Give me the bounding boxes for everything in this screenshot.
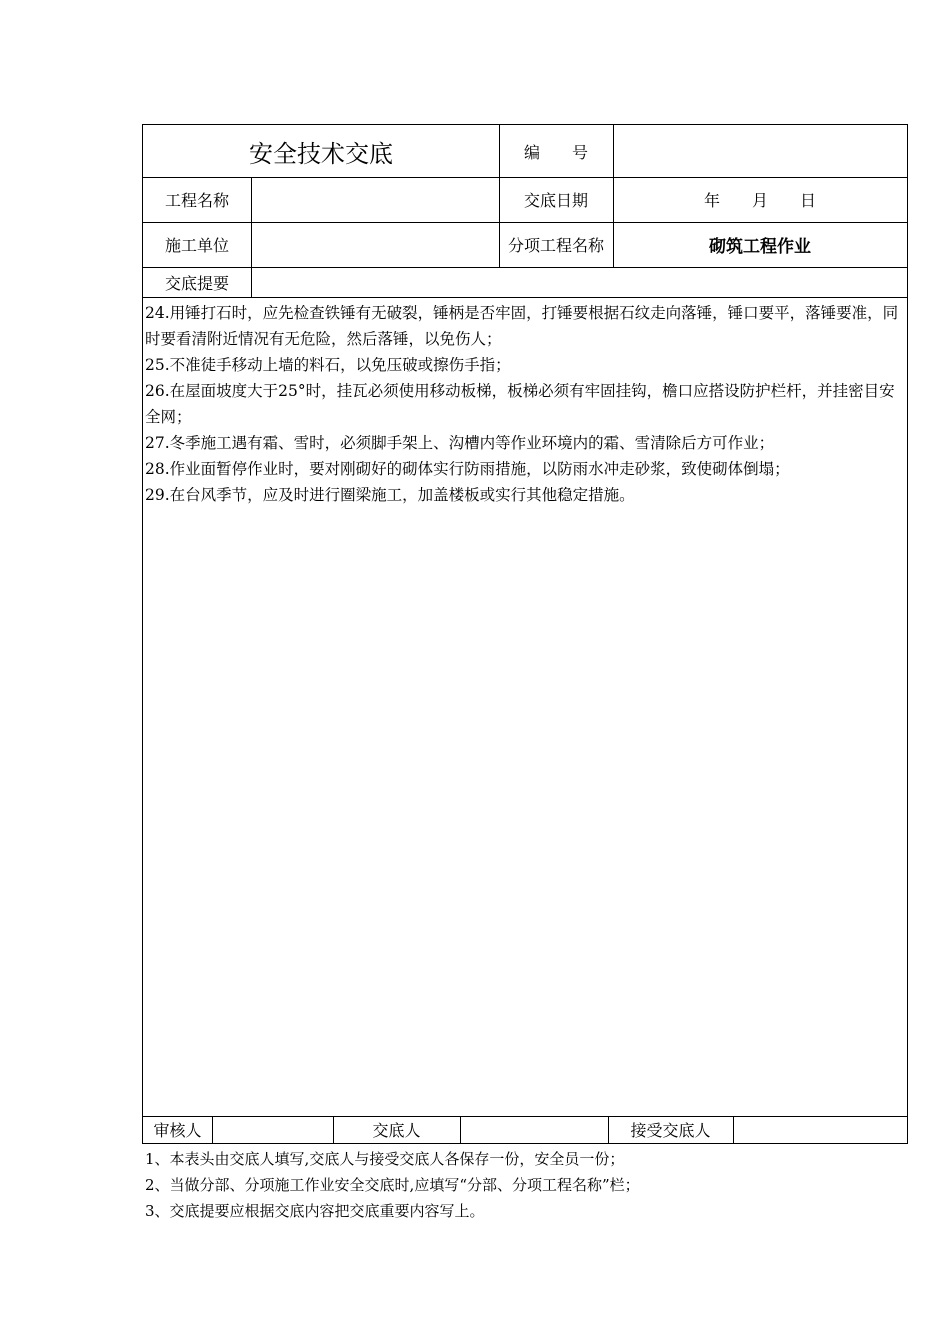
sub-project-field[interactable]: 砌筑工程作业 [709, 237, 811, 257]
note-item: 1、本表头由交底人填写,交底人与接受交底人各保存一份，安全员一份； [145, 1150, 625, 1168]
note-item: 3、交底提要应根据交底内容把交底重要内容写上。 [145, 1202, 485, 1220]
sub-project-label: 分项工程名称 [507, 236, 604, 255]
project-name-field[interactable] [251, 177, 499, 222]
number-label: 编 号 [523, 142, 588, 162]
form-title: 安全技术交底 [249, 139, 393, 168]
note-item: 2、当做分部、分项施工作业安全交底时,应填写“分部、分项工程名称”栏； [145, 1176, 640, 1194]
discloser-field[interactable] [460, 1116, 608, 1143]
form-notes [145, 1146, 640, 1224]
content-paragraph: 29.在台风季节，应及时进行圈梁施工，加盖楼板或实行其他稳定措施。 [145, 486, 635, 504]
summary-label: 交底提要 [164, 273, 229, 293]
content-paragraph: 24.用锤打石时，应先检查铁锤有无破裂，锤柄是否牢固，打锤要根据石纹走向落锤，锤口要平，落锤要准，同时要看清附近情况有无危险，然后落锤，以免伤人； [145, 304, 899, 348]
reviewer-label: 审核人 [153, 1121, 202, 1140]
content-paragraph: 25.不准徒手移动上墙的料石，以免压破或擦伤手指； [145, 356, 511, 374]
reviewer-field[interactable] [212, 1116, 333, 1143]
construction-unit-label: 施工单位 [164, 236, 229, 255]
number-field[interactable] [613, 125, 907, 177]
project-name-label: 工程名称 [164, 191, 229, 210]
discloser-label: 交底人 [372, 1121, 421, 1140]
content-paragraph: 27.冬季施工遇有霜、雪时，必须脚手架上、沟槽内等作业环境内的霜、雪清除后方可作业； [145, 434, 775, 452]
date-label: 交底日期 [523, 191, 588, 210]
receiver-field[interactable] [733, 1116, 907, 1143]
row-divider [143, 297, 907, 298]
receiver-label: 接受交底人 [630, 1121, 711, 1140]
content-paragraph: 26.在屋面坡度大于25°时，挂瓦必须使用移动板梯，板梯必须有牢固挂钩，檐口应搭设防护栏杆，并挂密目安全网； [145, 382, 895, 426]
summary-field[interactable] [251, 267, 907, 297]
date-field[interactable]: 年 月 日 [703, 191, 816, 210]
content-paragraph: 28.作业面暂停作业时，要对刚砌好的砌体实行防雨措施，以防雨水冲走砂浆，致使砌体倒塌； [145, 460, 790, 478]
safety-disclosure-form [142, 124, 908, 1144]
disclosure-content [145, 300, 907, 508]
construction-unit-field[interactable] [251, 222, 499, 267]
